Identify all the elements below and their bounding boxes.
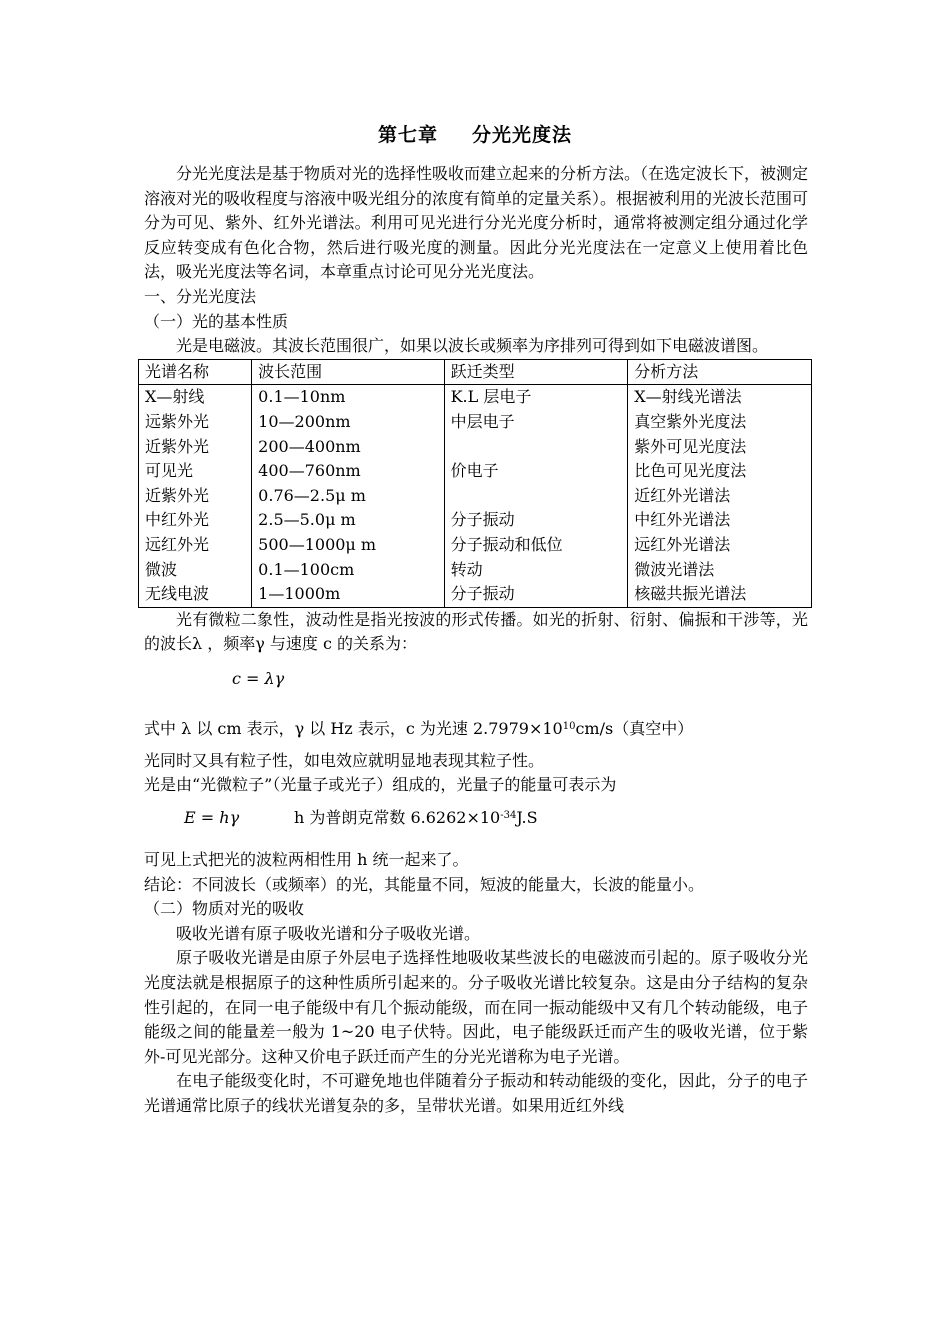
planck-prefix: h 为普朗克常数 6.6262×10 <box>294 808 501 828</box>
table-cell: X—射线光谱法 <box>628 385 812 410</box>
subsection-heading-2: （二）物质对光的吸收 <box>144 899 305 919</box>
table-header-cell: 波长范围 <box>252 359 444 385</box>
table-cell: 紫外可见光度法 <box>628 435 812 460</box>
table-row <box>139 435 812 460</box>
table-row <box>139 459 812 484</box>
table-cell: 中层电子 <box>444 410 628 435</box>
chapter-title <box>0 120 950 147</box>
intro-paragraph: 分光光度法是基于物质对光的选择性吸收而建立起来的分析方法。（在选定波长下，被测定溶液对光的吸收程度与溶液中吸光组分的浓度有简单的定量关系）。根据被利用的光波长范围可分为可见、紫外、红外光谱法。利用可见光进行分光光度分析时，通常将被测定组分通过化学反应转变成有色化合物，然后进行吸光度的测量。因此分光光度法在一定意义上使用着比色法，吸光光度法等名词，本章重点讨论可见分光光度法。 <box>144 164 809 282</box>
table-row <box>139 558 812 583</box>
table-cell: 0.1—10nm <box>252 385 444 410</box>
particle-line-1: 光同时又具有粒子性，如电效应就明显地表现其粒子性。 <box>144 750 545 770</box>
table-cell: 转动 <box>444 558 628 583</box>
table-cell: 无线电波 <box>139 582 252 607</box>
table-cell: 价电子 <box>444 459 628 484</box>
table-cell: 远红外光 <box>139 533 252 558</box>
units-suffix: cm/s（真空中） <box>575 718 694 738</box>
table-row <box>139 533 812 558</box>
table-row <box>139 508 812 533</box>
table-header-row <box>139 359 812 385</box>
table-cell: 微波 <box>139 558 252 583</box>
table-cell: 远紫外光 <box>139 410 252 435</box>
table-cell: 10—200nm <box>252 410 444 435</box>
formula-wave: c = λγ <box>232 668 285 688</box>
absorption-paragraph-2: 原子吸收光谱是由原子外层电子选择性地吸收某些波长的电磁波而引起的。原子吸收分光光度法就是根据原子的这种性质所引起来的。分子吸收光谱比较复杂。这是由分子结构的复杂性引起的，在同一电子能级中有几个振动能级，而在同一振动能级中又有几个转动能级，电子能级之间的能量差一般为 1~20 电子伏特。因此，电子能级跃迁而产生的吸收光谱，位于紫外-可见光部分。这种又价电子跃迁而产生的分光光谱称为电子光谱。 <box>144 948 808 1066</box>
table-cell: 中红外光 <box>139 508 252 533</box>
formula-energy: E = hγ <box>184 808 240 828</box>
table-cell: 2.5—5.0μ m <box>252 508 444 533</box>
table-cell: 500—1000μ m <box>252 533 444 558</box>
table-row <box>139 582 812 607</box>
table-cell: X—射线 <box>139 385 252 410</box>
table-cell: 中红外光谱法 <box>628 508 812 533</box>
em-spectrum-paragraph: 光是电磁波。其波长范围很广，如果以波长或频率为序排列可得到如下电磁波谱图。 <box>176 336 769 356</box>
table-cell: 1—1000m <box>252 582 444 607</box>
duality-paragraph: 光有微粒二象性，波动性是指光按波的形式传播。如光的折射、衍射、偏振和干涉等，光的波长λ ，频率γ 与速度 c 的关系为： <box>144 609 808 654</box>
spectrum-table <box>138 359 812 608</box>
table-row <box>139 410 812 435</box>
particle-line-2: 光是由“光微粒子”（光量子或光子）组成的，光量子的能量可表示为 <box>144 775 617 795</box>
table-cell: 200—400nm <box>252 435 444 460</box>
subsection-heading-1: （一）光的基本性质 <box>144 311 289 331</box>
table-cell: 微波光谱法 <box>628 558 812 583</box>
table-row <box>139 484 812 509</box>
unify-line: 可见上式把光的波粒两相性用 h 统一起来了。 <box>144 850 469 870</box>
table-header-cell: 光谱名称 <box>139 359 252 385</box>
conclusion-line: 结论：不同波长（或频率）的光，其能量不同，短波的能量大，长波的能量小。 <box>144 874 705 894</box>
table-cell: K.L 层电子 <box>444 385 628 410</box>
table-cell: 分子振动 <box>444 508 628 533</box>
planck-exponent: -34 <box>500 810 517 822</box>
table-cell: 0.1—100cm <box>252 558 444 583</box>
absorption-paragraph-3: 在电子能级变化时，不可避免地也伴随着分子振动和转动能级的变化，因此，分子的电子光谱通常比原子的线状光谱复杂的多，呈带状光谱。如果用近红外线 <box>144 1071 808 1115</box>
table-cell: 远红外光谱法 <box>628 533 812 558</box>
table-header-cell: 跃迁类型 <box>444 359 628 385</box>
table-cell: 近红外光谱法 <box>628 484 812 509</box>
absorption-paragraph-1: 吸收光谱有原子吸收光谱和分子吸收光谱。 <box>176 923 481 943</box>
table-cell: 400—760nm <box>252 459 444 484</box>
table-cell <box>444 484 628 509</box>
table-cell: 近紫外光 <box>139 435 252 460</box>
table-cell: 真空紫外光度法 <box>628 410 812 435</box>
section-heading-1: 一、分光光度法 <box>144 286 257 306</box>
document-body <box>144 162 808 1119</box>
chapter-number: 第七章 <box>377 124 438 146</box>
energy-line <box>144 804 808 848</box>
table-header-cell: 分析方法 <box>628 359 812 385</box>
table-cell <box>444 435 628 460</box>
table-cell: 分子振动和低位 <box>444 533 628 558</box>
units-prefix: 式中 λ 以 cm 表示，γ 以 Hz 表示，c 为光速 2.7979×10 <box>144 718 563 738</box>
table-cell: 分子振动 <box>444 582 628 607</box>
table-cell: 可见光 <box>139 459 252 484</box>
table-cell: 0.76—2.5μ m <box>252 484 444 509</box>
table-row <box>139 385 812 410</box>
table-cell: 核磁共振光谱法 <box>628 582 812 607</box>
chapter-name: 分光光度法 <box>472 124 573 146</box>
planck-suffix: J.S <box>516 808 538 828</box>
units-exponent: 10 <box>562 720 576 732</box>
table-cell: 比色可见光度法 <box>628 459 812 484</box>
units-line <box>144 715 808 749</box>
table-cell: 近紫外光 <box>139 484 252 509</box>
